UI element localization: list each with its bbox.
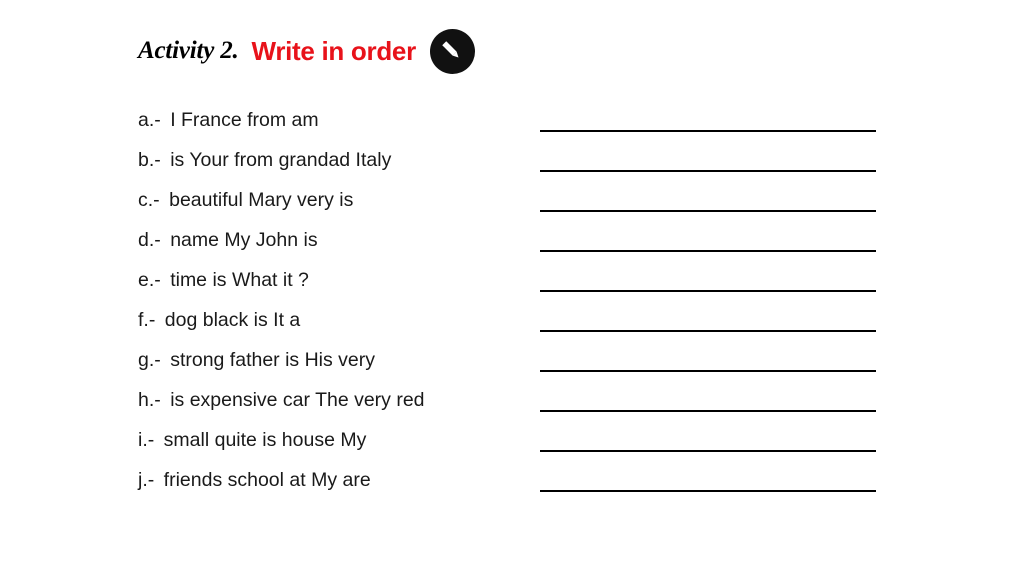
item-text: small quite is house My: [163, 429, 367, 451]
answer-rule: [540, 370, 876, 372]
item-text: is expensive car The very red: [170, 389, 425, 411]
pencil-icon: [430, 29, 475, 74]
item-text: is Your from grandad Italy: [170, 149, 392, 171]
item-text: friends school at My are: [163, 469, 371, 491]
item-label: e.-: [138, 269, 161, 291]
list-item: [138, 300, 538, 340]
answer-rule: [540, 170, 876, 172]
list-item: [138, 220, 538, 260]
list-item: [138, 460, 538, 500]
item-label: d.-: [138, 229, 161, 251]
list-item: [138, 100, 538, 140]
answer-line-row[interactable]: [540, 460, 876, 500]
answer-line-row[interactable]: [540, 380, 876, 420]
answer-line-row[interactable]: [540, 220, 876, 260]
answer-rule: [540, 250, 876, 252]
answer-rule: [540, 410, 876, 412]
answer-rule: [540, 330, 876, 332]
item-text: strong father is His very: [170, 349, 376, 371]
answer-line-row[interactable]: [540, 100, 876, 140]
item-label: h.-: [138, 389, 161, 411]
item-label: c.-: [138, 189, 160, 211]
answer-rule: [540, 290, 876, 292]
answer-rule: [540, 490, 876, 492]
item-text: name My John is: [170, 229, 318, 251]
list-item: [138, 380, 538, 420]
list-item: [138, 340, 538, 380]
answer-lines: [540, 100, 876, 500]
item-label: g.-: [138, 349, 161, 371]
answer-rule: [540, 130, 876, 132]
answer-line-row[interactable]: [540, 420, 876, 460]
answer-line-row[interactable]: [540, 180, 876, 220]
item-text: beautiful Mary very is: [169, 189, 354, 211]
item-text: time is What it ?: [170, 269, 309, 291]
item-text: I France from am: [170, 109, 319, 131]
activity-header: [138, 26, 475, 76]
sentence-list: [138, 100, 538, 500]
answer-line-row[interactable]: [540, 260, 876, 300]
item-label: a.-: [138, 109, 161, 131]
list-item: [138, 260, 538, 300]
list-item: [138, 140, 538, 180]
item-text: dog black is It a: [164, 309, 301, 331]
answer-line-row[interactable]: [540, 300, 876, 340]
activity-number: Activity 2.: [138, 37, 239, 64]
answer-rule: [540, 450, 876, 452]
item-label: b.-: [138, 149, 161, 171]
list-item: [138, 420, 538, 460]
page-title: Write in order: [251, 35, 416, 66]
item-label: i.-: [138, 429, 155, 451]
list-item: [138, 180, 538, 220]
item-label: j.-: [138, 469, 155, 491]
answer-line-row[interactable]: [540, 140, 876, 180]
item-label: f.-: [138, 309, 156, 331]
answer-rule: [540, 210, 876, 212]
answer-line-row[interactable]: [540, 340, 876, 380]
